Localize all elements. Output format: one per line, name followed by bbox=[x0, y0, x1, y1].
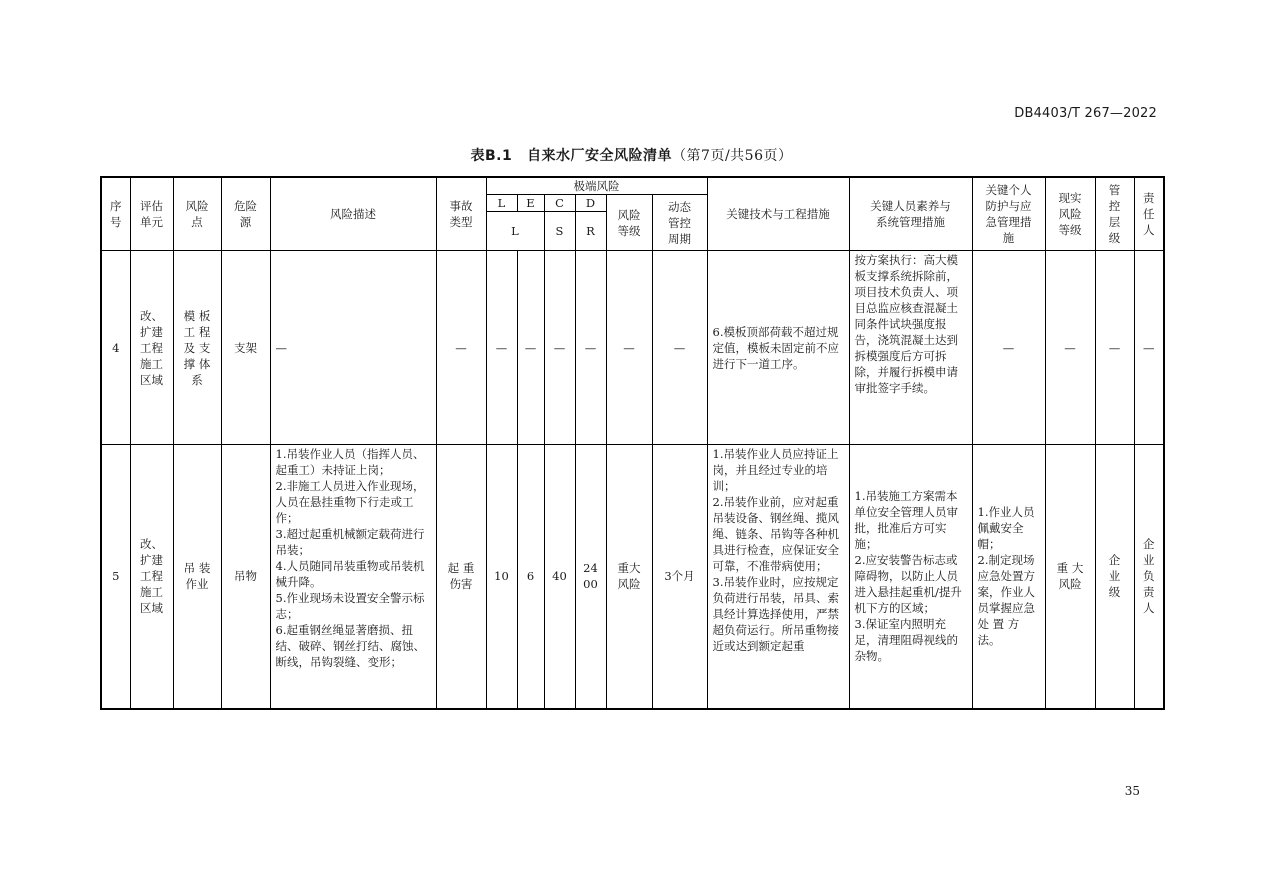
document-code: DB4403/T 267—2022 bbox=[1014, 106, 1157, 121]
header-R: R bbox=[575, 212, 606, 251]
header-D: D bbox=[575, 195, 606, 212]
table-row bbox=[101, 251, 1164, 445]
cell-description: 1.吊装作业人员（指挥人员、起重工）未持证上岗； 2.非施工人员进入作业现场，人员在悬挂重物下行走或工作； 3.超过起重机械额定载荷进行吊装； 4.人员随同吊装重物或吊装机械升降。 5.作业现场未设置安全警示标志； 6.起重钢丝绳显著磨损、扭结、破碎、钢丝打结、腐蚀、断线，吊钩裂缝、变形； bbox=[270, 445, 436, 709]
cell-control-tier: 企 业 级 bbox=[1095, 445, 1134, 709]
header-risk-level: 风险 等级 bbox=[606, 195, 652, 251]
header-accident: 事故 类型 bbox=[436, 177, 486, 251]
cell-seq: 5 bbox=[101, 445, 130, 709]
header-personal-protection: 关键个人 防护与应 急管理措 施 bbox=[972, 177, 1045, 251]
header-L2: L bbox=[486, 212, 544, 251]
table-title-name: 自来水厂安全风险清单 bbox=[527, 148, 673, 164]
header-responsible: 责 任 人 bbox=[1134, 177, 1164, 251]
cell-L: 10 bbox=[486, 445, 517, 709]
cell-dynamic-cycle: — bbox=[652, 251, 707, 445]
cell-accident: 起 重 伤害 bbox=[436, 445, 486, 709]
cell-E: — bbox=[517, 251, 544, 445]
header-mgmt-measures: 关键人员素养与 系统管理措施 bbox=[849, 177, 972, 251]
cell-source: 支架 bbox=[221, 251, 270, 445]
header-seq: 序 号 bbox=[101, 177, 130, 251]
header-row bbox=[101, 177, 1164, 195]
header-C: C bbox=[544, 195, 575, 212]
cell-personal-protection: — bbox=[972, 251, 1045, 445]
header-control-tier: 管 控 层 级 bbox=[1095, 177, 1134, 251]
cell-D: — bbox=[575, 251, 606, 445]
table-row bbox=[101, 445, 1164, 709]
cell-responsible: — bbox=[1134, 251, 1164, 445]
header-tech-measures: 关键技术与工程措施 bbox=[707, 177, 849, 251]
header-description: 风险描述 bbox=[270, 177, 436, 251]
cell-unit: 改、 扩建 工程 施工 区域 bbox=[130, 445, 173, 709]
cell-dynamic-cycle: 3个月 bbox=[652, 445, 707, 709]
page-number: 35 bbox=[1124, 784, 1140, 798]
header-unit: 评估 单元 bbox=[130, 177, 173, 251]
cell-risk-level: 重大 风险 bbox=[606, 445, 652, 709]
cell-personal-protection: 1.作业人员佩戴安全帽； 2.制定现场应急处置方案，作业人员掌握应急处 置 方法。 bbox=[972, 445, 1045, 709]
cell-seq: 4 bbox=[101, 251, 130, 445]
cell-unit: 改、 扩建 工程 施工 区域 bbox=[130, 251, 173, 445]
header-dynamic-cycle: 动态 管控 周期 bbox=[652, 195, 707, 251]
cell-accident: — bbox=[436, 251, 486, 445]
risk-table bbox=[100, 176, 1165, 710]
cell-tech-measures: 1.吊装作业人员应持证上岗，并且经过专业的培训； 2.吊装作业前，应对起重吊装设备、钢丝绳、揽风绳、链条、吊钩等各种机具进行检查，应保证安全可靠，不准带病使用； 3.吊装作业时，应按规定负荷进行吊装，吊具、索具经计算选择使用，严禁超负荷运行。所吊重物接近或达到额定起重 bbox=[707, 445, 849, 709]
cell-C: 40 bbox=[544, 445, 575, 709]
cell-risk-level: — bbox=[606, 251, 652, 445]
cell-point: 模 板 工 程 及 支 撑 体 系 bbox=[173, 251, 221, 445]
header-E: E bbox=[517, 195, 544, 212]
table-title-label: 表B.1 bbox=[470, 148, 513, 164]
cell-C: — bbox=[544, 251, 575, 445]
header-source: 危险 源 bbox=[221, 177, 270, 251]
cell-actual-level: — bbox=[1045, 251, 1095, 445]
cell-L: — bbox=[486, 251, 517, 445]
cell-actual-level: 重 大 风险 bbox=[1045, 445, 1095, 709]
cell-control-tier: — bbox=[1095, 251, 1134, 445]
cell-responsible: 企 业 负 责 人 bbox=[1134, 445, 1164, 709]
cell-mgmt-measures: 1.吊装施工方案需本单位安全管理人员审批，批准后方可实施； 2.应安装警告标志或障碍物，以防止人员进入悬挂起重机/提升机下方的区域； 3.保证室内照明充足，清理阻碍视线的杂物。 bbox=[849, 445, 972, 709]
header-L: L bbox=[486, 195, 517, 212]
header-extreme-risk: 极端风险 bbox=[486, 177, 707, 195]
header-actual-level: 现实 风险 等级 bbox=[1045, 177, 1095, 251]
table-title-page-info: （第7页/共56页） bbox=[672, 148, 793, 164]
cell-mgmt-measures: 按方案执行：高大模板支撑系统拆除前，项目技术负责人、项目总监应核查混凝土同条件试块强度报告，浇筑混凝土达到拆模强度后方可拆除，并履行拆模申请审批签字手续。 bbox=[849, 251, 972, 445]
table-title bbox=[0, 145, 1263, 165]
cell-D: 24 00 bbox=[575, 445, 606, 709]
header-S: S bbox=[544, 212, 575, 251]
cell-description: — bbox=[270, 251, 436, 445]
cell-E: 6 bbox=[517, 445, 544, 709]
header-point: 风险 点 bbox=[173, 177, 221, 251]
cell-source: 吊物 bbox=[221, 445, 270, 709]
cell-tech-measures: 6.模板顶部荷载不超过规定值，模板未固定前不应进行下一道工序。 bbox=[707, 251, 849, 445]
cell-point: 吊 装 作业 bbox=[173, 445, 221, 709]
